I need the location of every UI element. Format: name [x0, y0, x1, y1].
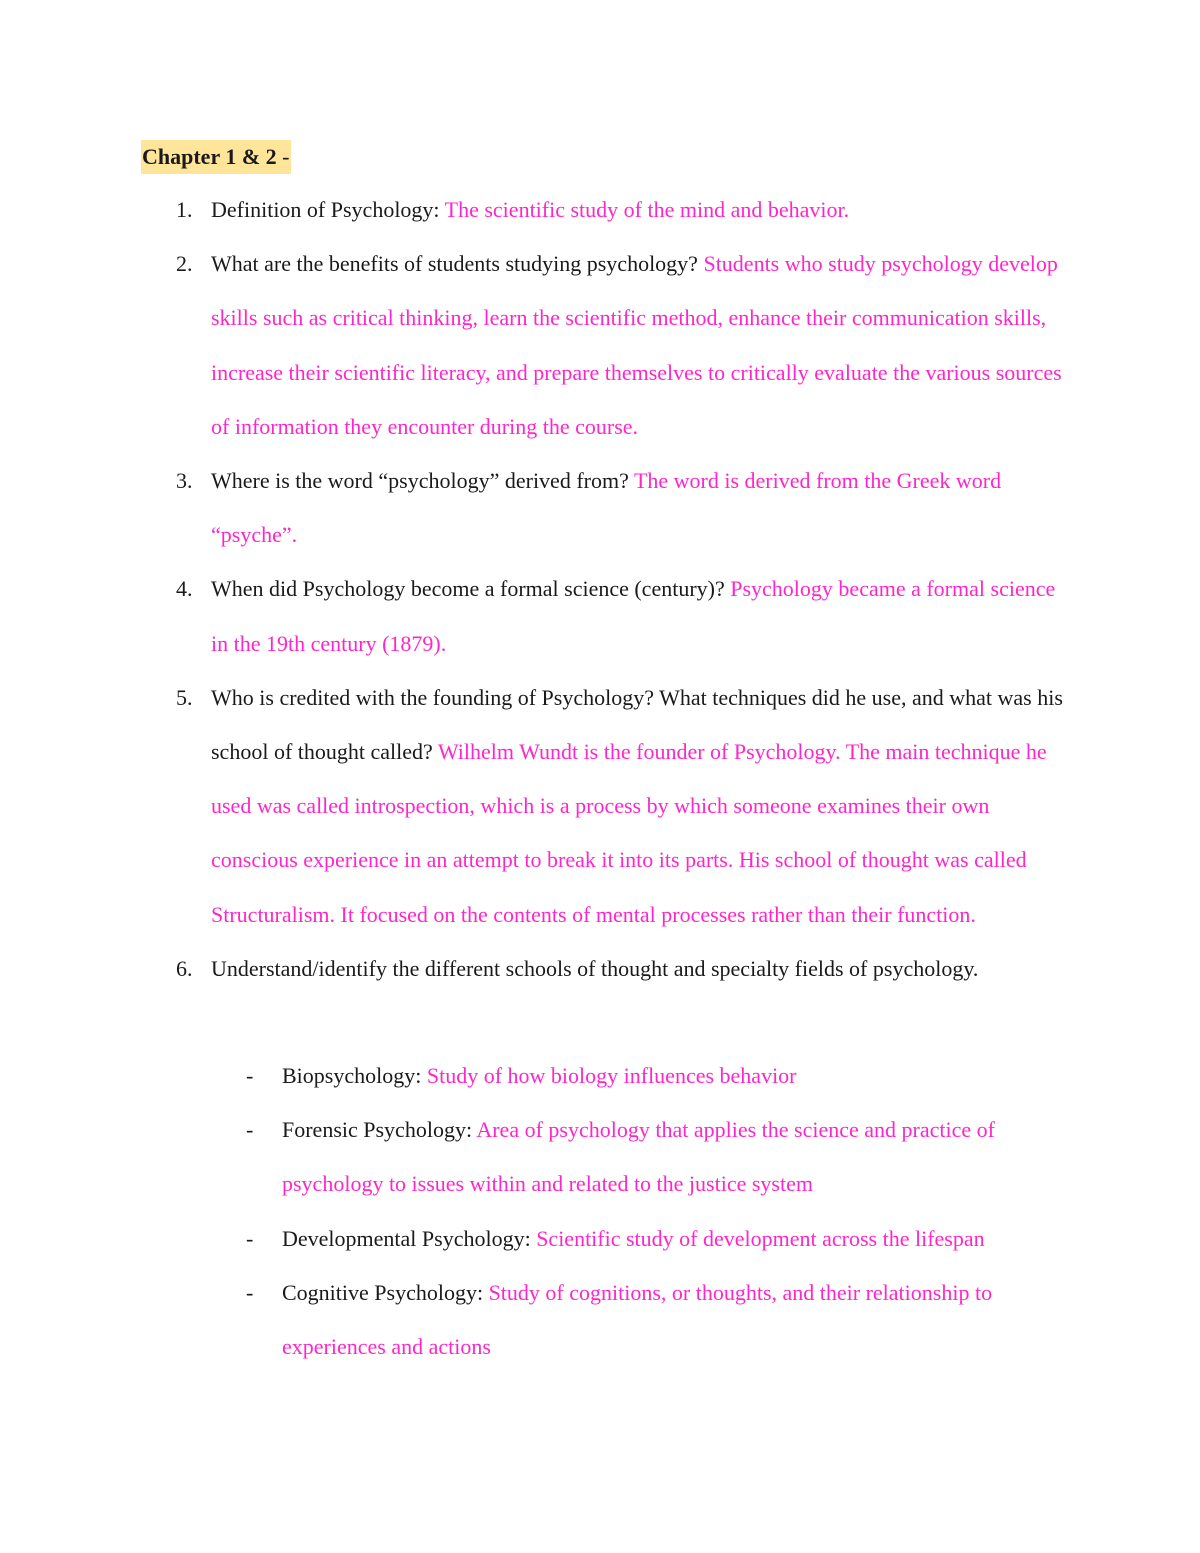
field-item-cognitive	[211, 1266, 1072, 1374]
question-text: Definition of Psychology:	[211, 197, 445, 222]
question-item-5	[0, 671, 1071, 942]
answer-text: Students who study psychology develop skills such as critical thinking, learn the scientific method, enhance their communication skills, increase their scientific literacy, and prepare themselves to critically evaluate the various sources of information they encounter during the course.	[211, 251, 1062, 439]
question-item-4	[0, 562, 1071, 670]
question-text: Understand/identify the different schools of thought and specialty fields of psychology.	[211, 955, 979, 981]
chapter-heading-bold: Chapter 1 & 2	[142, 144, 277, 169]
specialty-fields-list	[211, 1049, 1111, 1374]
field-item-developmental	[211, 1212, 1072, 1266]
field-term: Biopsychology:	[282, 1063, 427, 1088]
question-number: 2.	[176, 251, 193, 277]
field-definition: Study of cognitions, or thoughts, and their relationship to experiences and actions	[282, 1279, 993, 1360]
question-text: When did Psychology become a formal science (century)?	[211, 576, 731, 602]
question-number: 6.	[176, 955, 193, 981]
field-item-forensic	[211, 1103, 1072, 1211]
question-text: What are the benefits of students studying psychology?	[211, 251, 704, 277]
question-item-1	[0, 183, 1071, 237]
answer-text: The word is derived from the Greek word “psyche”.	[211, 468, 1002, 548]
field-term: Forensic Psychology:	[282, 1117, 477, 1143]
chapter-heading	[141, 140, 291, 174]
question-number: 4.	[176, 576, 193, 602]
question-number: 5.	[176, 684, 193, 710]
question-item-2	[0, 237, 1071, 454]
answer-text: Psychology became a formal science in the 19th century (1879).	[211, 576, 1056, 656]
question-text: Where is the word “psychology” derived from?	[211, 468, 634, 494]
question-text: Who is credited with the founding of Psychology? What techniques did he use, and what was his school of thought called?	[211, 684, 1063, 765]
answer-text: Wilhelm Wundt is the founder of Psychology. The main technique he used was called introspection, which is a process by which someone examines their own conscious experience in an attempt to break it into its parts. His school of thought was called Structuralism. It focused on the contents of mental processes rather than their function.	[211, 739, 1047, 927]
dash-bullet: -	[246, 1279, 254, 1305]
question-number: 1.	[176, 197, 193, 222]
field-item-biopsychology	[211, 1049, 1072, 1103]
field-definition: Scientific study of development across the lifespan	[536, 1225, 985, 1251]
dash-bullet: -	[246, 1225, 254, 1251]
question-item-3	[0, 454, 1071, 562]
field-definition: Area of psychology that applies the science and practice of psychology to issues within and related to the justice system	[282, 1117, 995, 1197]
dash-bullet: -	[246, 1117, 254, 1143]
answer-text: The scientific study of the mind and behavior.	[444, 197, 850, 222]
question-number: 3.	[176, 468, 193, 494]
field-term: Cognitive Psychology:	[282, 1279, 489, 1305]
field-term: Developmental Psychology:	[282, 1225, 537, 1251]
dash-bullet: -	[246, 1063, 254, 1088]
field-definition: Study of how biology influences behavior	[426, 1063, 797, 1088]
question-item-6	[0, 942, 1071, 996]
chapter-heading-tail: -	[276, 144, 290, 169]
question-list	[0, 183, 1200, 996]
